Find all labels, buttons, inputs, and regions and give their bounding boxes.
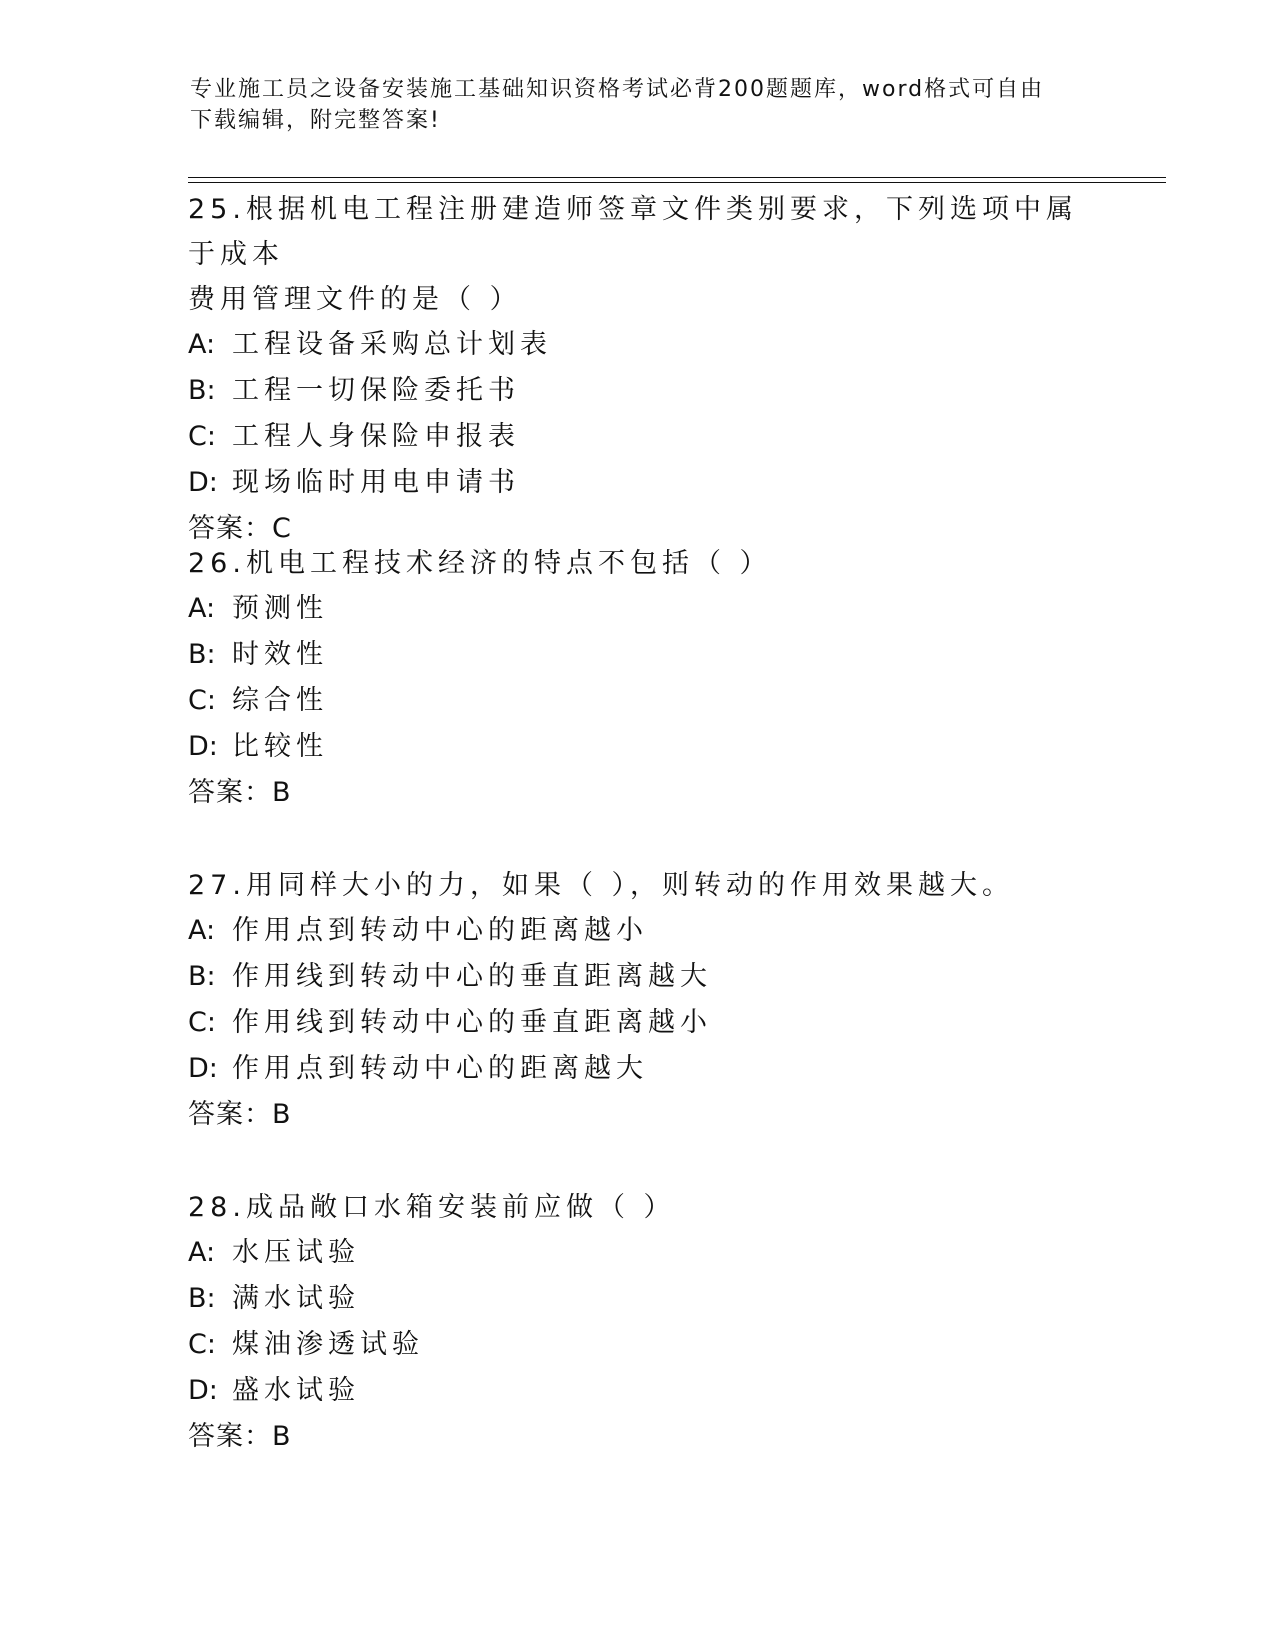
question-stem-line-1: 25.根据机电工程注册建造师签章文件类别要求，下列选项中属于成本 (188, 194, 1078, 270)
option-text: 煤油渗透试验 (232, 1329, 424, 1360)
option-key: A: (188, 593, 216, 624)
question-stem-line-1: 28.成品敞口水箱安装前应做（ ） (188, 1192, 676, 1223)
header-line-1: 专业施工员之设备安装施工基础知识资格考试必背200题题库，word格式可自由 (190, 77, 1045, 102)
option-key: D: (188, 467, 218, 498)
question-stem-line-1: 27.用同样大小的力，如果（ ），则转动的作用效果越大。 (188, 870, 1015, 901)
option-d (188, 1368, 1108, 1414)
option-text: 作用点到转动中心的距离越大 (232, 1053, 648, 1084)
header-divider-bottom (188, 182, 1166, 183)
question-27 (188, 863, 1108, 1138)
option-text: 作用线到转动中心的垂直距离越小 (232, 1007, 712, 1038)
document-header (190, 74, 1090, 136)
option-text: 预测性 (232, 593, 328, 624)
option-b (188, 954, 1108, 1000)
option-c (188, 1000, 1108, 1046)
option-text: 综合性 (232, 685, 328, 716)
option-text: 工程设备采购总计划表 (232, 329, 552, 360)
option-text: 工程人身保险申报表 (232, 421, 520, 452)
option-key: C: (188, 685, 216, 716)
option-a (188, 908, 1108, 954)
option-key: D: (188, 1375, 218, 1406)
option-key: B: (188, 375, 216, 406)
option-c (188, 1322, 1108, 1368)
option-key: A: (188, 329, 216, 360)
option-b (188, 1276, 1108, 1322)
answer-line: 答案：C (188, 513, 292, 544)
header-line-2: 下载编辑，附完整答案! (190, 108, 441, 133)
option-key: C: (188, 421, 216, 452)
option-key: B: (188, 1283, 216, 1314)
option-text: 满水试验 (232, 1283, 360, 1314)
option-text: 水压试验 (232, 1237, 360, 1268)
option-key: C: (188, 1007, 216, 1038)
option-key: D: (188, 731, 218, 762)
option-key: B: (188, 961, 216, 992)
option-d (188, 724, 1108, 770)
answer-line: 答案：B (188, 1099, 292, 1130)
option-a (188, 322, 1108, 368)
option-a (188, 1230, 1108, 1276)
option-key: C: (188, 1329, 216, 1360)
option-text: 时效性 (232, 639, 328, 670)
option-key: B: (188, 639, 216, 670)
option-text: 现场临时用电申请书 (232, 467, 520, 498)
question-25 (188, 187, 1108, 552)
option-c (188, 414, 1108, 460)
question-26 (188, 541, 1108, 816)
option-key: D: (188, 1053, 218, 1084)
question-stem-line-1: 26.机电工程技术经济的特点不包括（ ） (188, 548, 772, 579)
option-d (188, 460, 1108, 506)
header-divider-top (188, 177, 1166, 178)
option-text: 工程一切保险委托书 (232, 375, 520, 406)
option-text: 盛水试验 (232, 1375, 360, 1406)
option-b (188, 632, 1108, 678)
option-key: A: (188, 915, 216, 946)
option-b (188, 368, 1108, 414)
option-text: 作用线到转动中心的垂直距离越大 (232, 961, 712, 992)
question-28 (188, 1185, 1108, 1460)
option-text: 比较性 (232, 731, 328, 762)
option-key: A: (188, 1237, 216, 1268)
question-stem-line-2: 费用管理文件的是（ ） (188, 284, 522, 315)
option-a (188, 586, 1108, 632)
answer-line: 答案：B (188, 777, 292, 808)
option-c (188, 678, 1108, 724)
option-text: 作用点到转动中心的距离越小 (232, 915, 648, 946)
option-d (188, 1046, 1108, 1092)
answer-line: 答案：B (188, 1421, 292, 1452)
